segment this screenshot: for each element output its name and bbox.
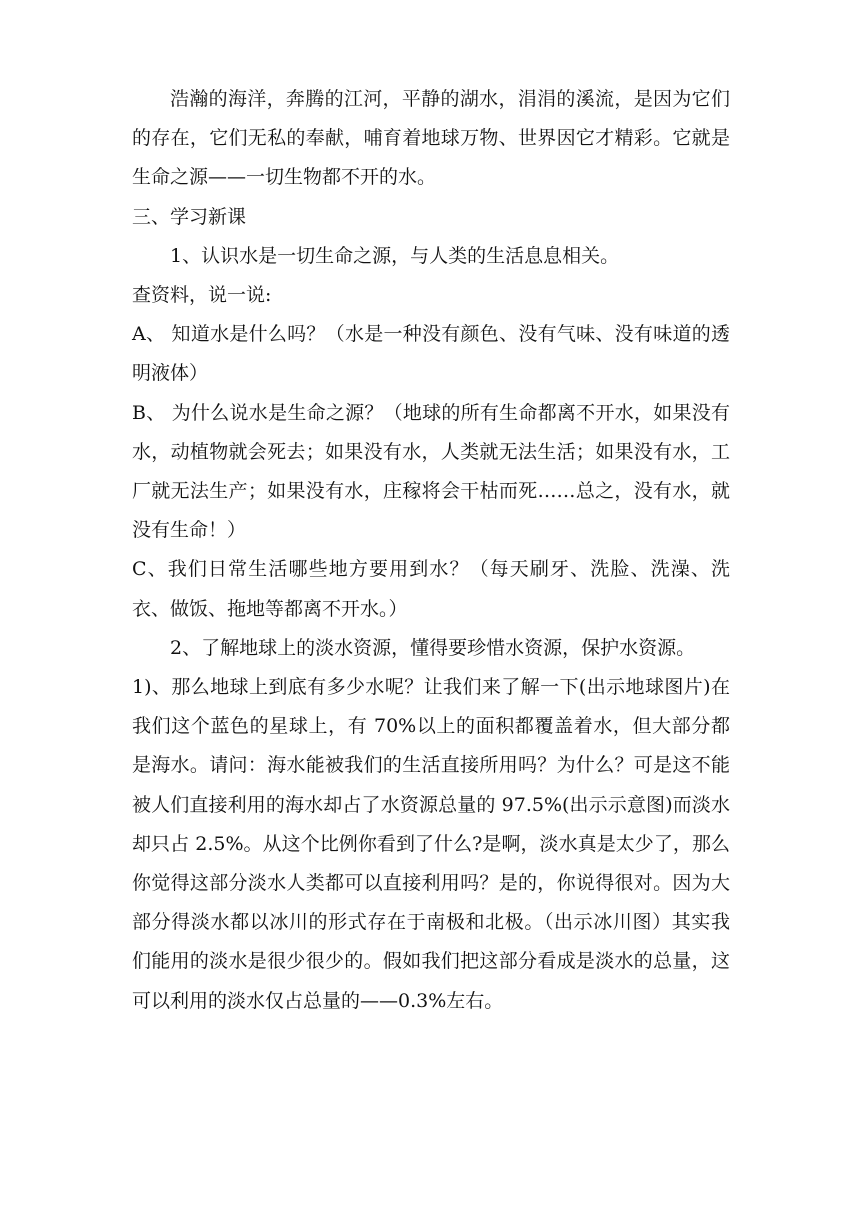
section-heading: 三、学习新课 <box>132 205 247 228</box>
topic-2-heading: 2、了解地球上的淡水资源，懂得要珍惜水资源，保护水资源。 <box>170 636 696 659</box>
intro-paragraph: 浩瀚的海洋，奔腾的江河，平静的湖水，涓涓的溪流，是因为它们的存在，它们无私的奉献，哺育着地球万物、世界因它才精彩。它就是生命之源——一切生物都不开的水。 <box>132 88 730 189</box>
document-body <box>132 80 730 1021</box>
topic-1-heading: 1、认识水是一切生命之源，与人类的生活息息相关。 <box>170 244 620 267</box>
point-1-paragraph: 1)、那么地球上到底有多少水呢？让我们来了解一下(出示地球图片)在我们这个蓝色的星球上，有 70%以上的面积都覆盖着水，但大部分都是海水。请问：海水能被我们的生活直接所用吗？为什么？可是这不能被人们直接利用的海水却占了水资源总量的 97.5%(出示示意图)而淡水却只占 2.5%。从这个比例你看到了什么?是啊，淡水真是太少了，那么你觉得这部分淡水人类都可以直接利用吗？是的，你说得很对。因为大部分得淡水都以冰川的形式存在于南极和北极。（出示冰川图）其实我们能用的淡水是很少很少的。假如我们把这部分看成是淡水的总量，这可以利用的淡水仅占总量的——0.3%左右。 <box>132 676 730 1012</box>
question-a: A、 知道水是什么吗？（水是一种没有颜色、没有气味、没有味道的透明液体） <box>132 323 730 385</box>
prompt-line: 查资料，说一说: <box>132 284 272 307</box>
question-c: C、我们日常生活哪些地方要用到水？（每天刷牙、洗脸、洗澡、洗衣、做饭、拖地等都离不开水。） <box>132 558 730 620</box>
question-b: B、 为什么说水是生命之源？（地球的所有生命都离不开水，如果没有水，动植物就会死去；如果没有水，人类就无法生活；如果没有水，工厂就无法生产；如果没有水，庄稼将会干枯而死……总之，没有水，就没有生命！） <box>132 401 730 542</box>
